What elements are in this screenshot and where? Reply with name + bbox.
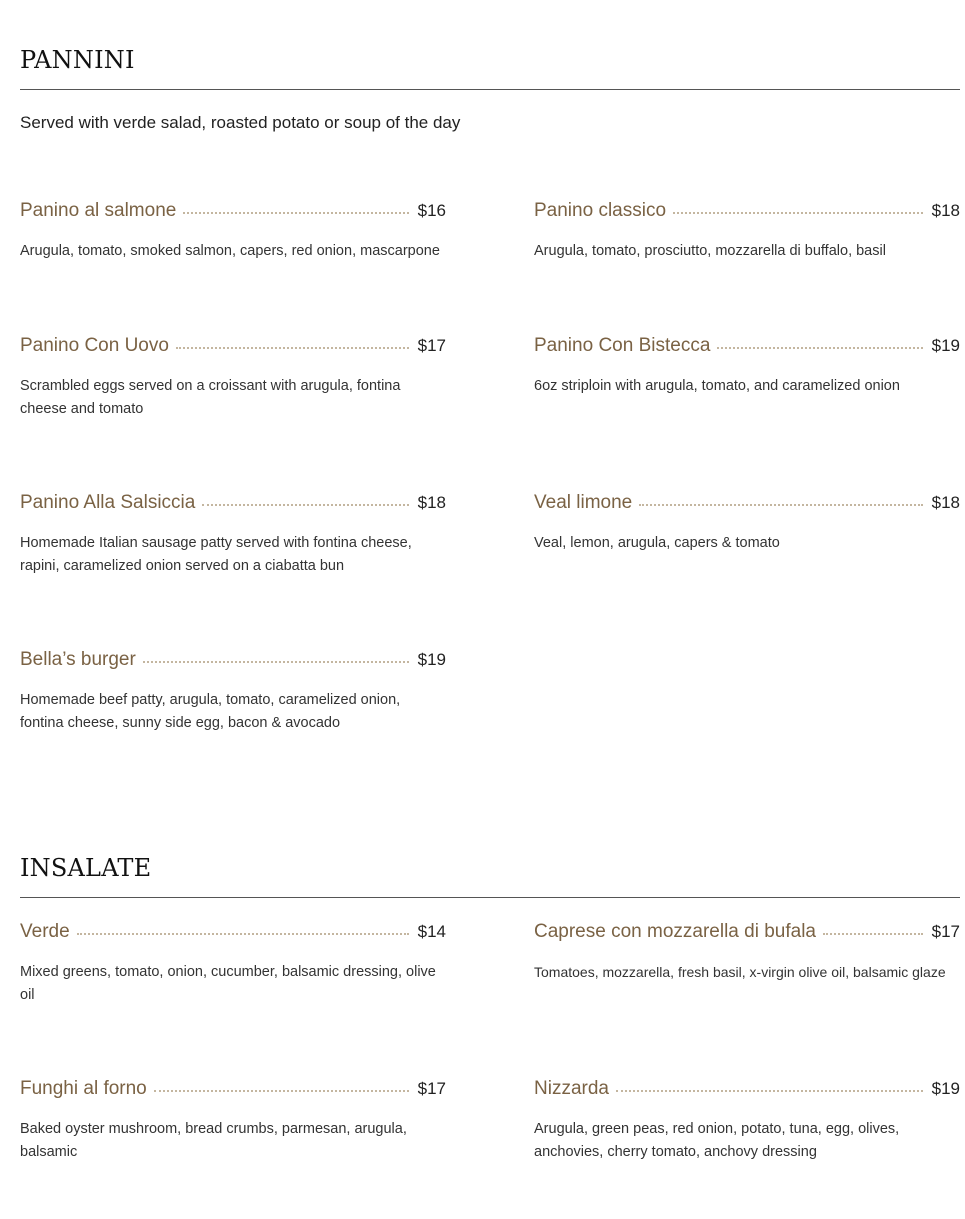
section-divider (20, 897, 960, 898)
menu-item (534, 492, 960, 555)
item-name: Bella’s burger (20, 649, 136, 670)
item-description: Tomatoes, mozzarella, fresh basil, x-virgin olive oil, balsamic glaze (534, 964, 946, 980)
item-name: Panino al salmone (20, 200, 177, 221)
menu-item (20, 492, 446, 577)
item-description: Veal, lemon, arugula, capers & tomato (534, 535, 780, 551)
item-description: Baked oyster mushroom, bread crumbs, parmesan, arugula, balsamic (20, 1121, 407, 1160)
item-description: Arugula, tomato, smoked salmon, capers, red onion, mascarpone (20, 243, 440, 259)
menu-item (534, 1078, 960, 1163)
section-title: INSALATE (20, 854, 152, 882)
item-price: $19 (931, 336, 960, 355)
item-description: Arugula, tomato, prosciutto, mozzarella di buffalo, basil (534, 243, 886, 259)
menu-item (20, 335, 446, 420)
item-name: Panino Con Bistecca (534, 335, 711, 356)
item-name: Panino Alla Salsiccia (20, 492, 196, 513)
item-description: Homemade beef patty, arugula, tomato, caramelized onion, fontina cheese, sunny side egg, bacon & avocado (20, 692, 401, 731)
dot-leader (717, 347, 922, 349)
item-price: $18 (417, 493, 446, 512)
menu-item (20, 921, 446, 1006)
item-name: Verde (20, 921, 70, 942)
section-note: Served with verde salad, roasted potato or soup of the day (20, 113, 461, 132)
item-description: Arugula, green peas, red onion, potato, tuna, egg, olives, anchovies, cherry tomato, anchovy dressing (534, 1121, 900, 1160)
menu-item (534, 921, 960, 984)
dot-leader (202, 504, 408, 506)
item-name: Panino Con Uovo (20, 335, 169, 356)
item-price: $16 (417, 201, 446, 220)
item-description: Scrambled eggs served on a croissant with arugula, fontina cheese and tomato (20, 378, 401, 417)
item-name: Nizzarda (534, 1078, 609, 1099)
menu-item (20, 200, 446, 263)
dot-leader (673, 212, 923, 214)
dot-leader (639, 504, 922, 506)
section-divider (20, 89, 960, 90)
menu-item (534, 200, 960, 263)
item-name: Funghi al forno (20, 1078, 147, 1099)
dot-leader (823, 933, 923, 935)
item-name: Caprese con mozzarella di bufala (534, 921, 816, 942)
item-description: Mixed greens, tomato, onion, cucumber, balsamic dressing, olive oil (20, 964, 436, 1003)
item-description: 6oz striploin with arugula, tomato, and caramelized onion (534, 378, 900, 394)
item-price: $17 (931, 922, 960, 941)
item-price: $19 (931, 1079, 960, 1098)
dot-leader (176, 347, 409, 349)
section-insalate (20, 853, 960, 883)
dot-leader (77, 933, 409, 935)
item-name: Veal limone (534, 492, 633, 513)
item-price: $18 (931, 201, 960, 220)
item-price: $14 (417, 922, 446, 941)
section-pannini (20, 45, 960, 132)
dot-leader (183, 212, 408, 214)
item-description: Homemade Italian sausage patty served with fontina cheese, rapini, caramelized onion served on a ciabatta bun (20, 535, 412, 574)
item-price: $19 (417, 650, 446, 669)
menu-item (20, 1078, 446, 1163)
item-price: $17 (417, 1079, 446, 1098)
item-price: $17 (417, 336, 446, 355)
dot-leader (143, 661, 409, 663)
dot-leader (154, 1090, 409, 1092)
menu-item (534, 335, 960, 398)
section-title: PANNINI (20, 46, 135, 74)
menu-item (20, 649, 446, 734)
dot-leader (616, 1090, 923, 1092)
item-price: $18 (931, 493, 960, 512)
item-name: Panino classico (534, 200, 667, 221)
